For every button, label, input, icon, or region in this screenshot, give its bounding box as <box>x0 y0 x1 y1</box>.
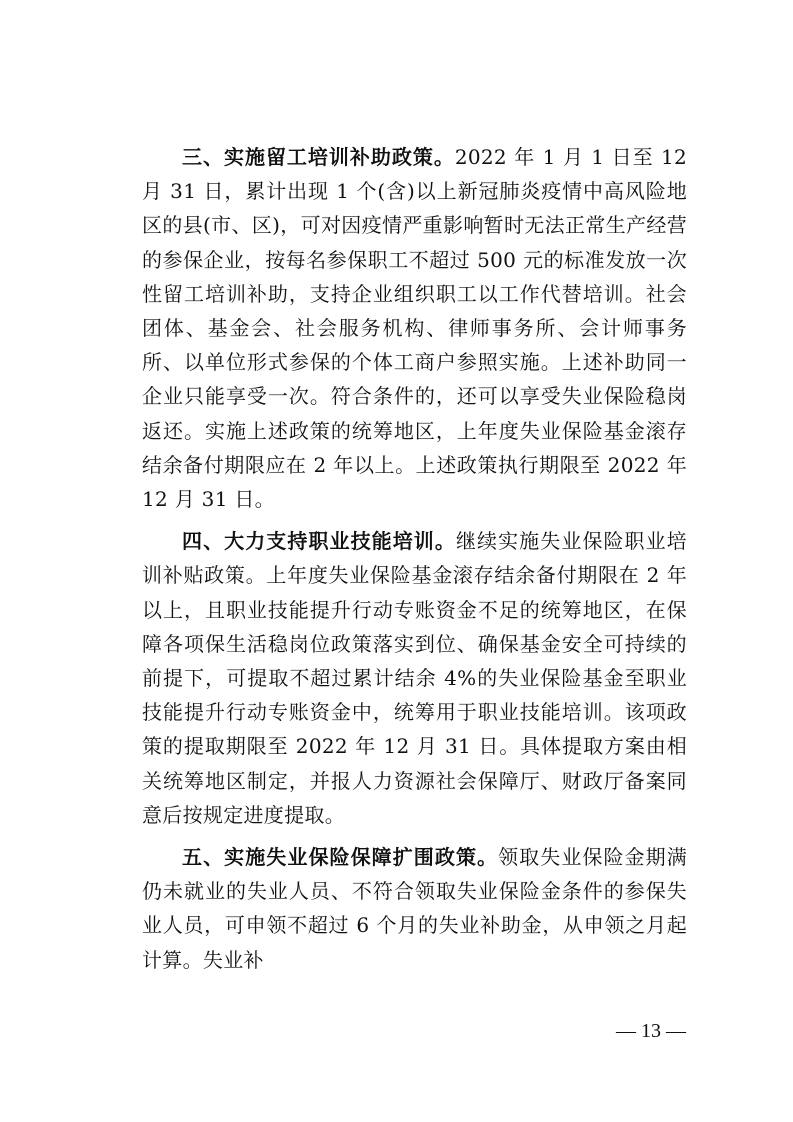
paragraph-retention-training-subsidy <box>142 140 687 516</box>
document-body <box>142 140 687 977</box>
paragraph-heading: 五、实施失业保险保障扩围政策。 <box>182 845 499 870</box>
paragraph-vocational-skills-training <box>142 524 687 832</box>
paragraph-unemployment-insurance-expansion <box>142 840 687 977</box>
paragraph-text: 2022 年 1 月 1 日至 12 月 31 日，累计出现 1 个(含)以上新冠肺炎疫情中高风险地区的县(市、区)，可对因疫情严重影响暂时无法正常生产经营的参保企业，按每名参保职工不超过 500 元的标准发放一次性留工培训补助，支持企业组织职工以工作代替培训。社会团体、基金会、社会服务机构、律师事务所、会计师事务所、以单位形式参保的个体工商户参照实施。上述补助同一企业只能享受一次。符合条件的，还可以享受失业保险稳岗返还。实施上述政策的统筹地区，上年度失业保险基金滚存结余备付期限应在 2 年以上。上述政策执行期限至 2022 年 12 月 31 日。 <box>142 145 688 512</box>
paragraph-text: 继续实施失业保险职业培训补贴政策。上年度失业保险基金滚存结余备付期限在 2 年以上，且职业技能提升行动专账资金不足的统筹地区，在保障各项保生活稳岗位政策落实到位、确保基金安全可持续的前提下，可提取不超过累计结余 4%的失业保险基金至职业技能提升行动专账资金中，统筹用于职业技能培训。该项政策的提取期限至 2022 年 12 月 31 日。具体提取方案由相关统筹地区制定，并报人力资源社会保障厅、财政厅备案同意后按规定进度提取。 <box>142 529 687 827</box>
paragraph-heading: 三、实施留工培训补助政策。 <box>182 145 455 169</box>
page-number: — 13 — <box>616 1020 686 1042</box>
paragraph-text: 领取失业保险金期满仍未就业的失业人员、不符合领取失业保险金条件的参保失业人员，可申领不超过 6 个月的失业补助金，从申领之月起计算。失业补 <box>142 845 687 972</box>
paragraph-heading: 四、大力支持职业技能培训。 <box>182 529 456 554</box>
